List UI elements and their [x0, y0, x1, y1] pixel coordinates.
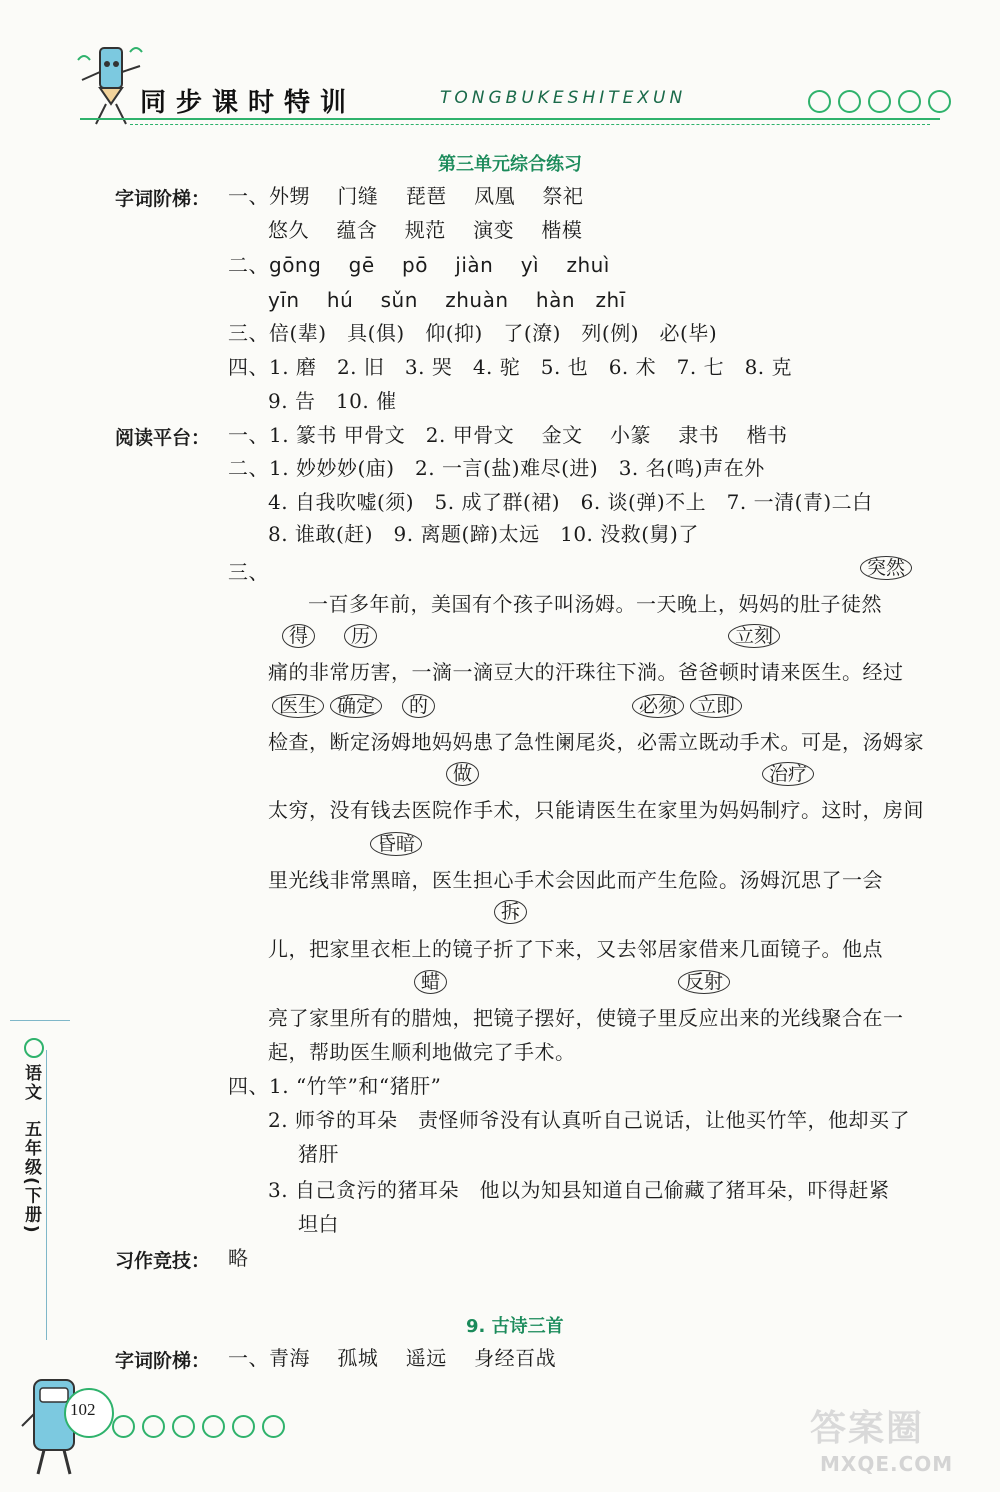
zici-line-6: 四、1. 磨 2. 旧 3. 哭 4. 驼 5. 也 6. 术 7. 七 8. 克: [228, 355, 793, 379]
correction-mark: 反射: [678, 970, 730, 994]
para-line-6: 儿，把家里衣柜上的镜子折了下来，又去邻居家借来几面镜子。他点: [268, 937, 883, 961]
correction-mark: 确定: [330, 694, 382, 718]
section2-zici-line-1: 一、青海 孤城 遥远 身经百战: [228, 1346, 557, 1370]
si-line-5: 坦白: [298, 1212, 339, 1236]
zici-line-2: 悠久 蕴含 规范 演变 楷模: [268, 218, 583, 242]
correction-mark: 立即: [690, 694, 742, 718]
correction-mark: 拆: [494, 900, 527, 924]
sidebar-subject: 语文: [21, 1064, 41, 1102]
xizuo-label: 习作竞技：: [115, 1250, 211, 1272]
yuedu-line-3: 4. 自我吹嘘(须) 5. 成了群(裙) 6. 谈(弹)不上 7. 一清(青)二白: [268, 490, 873, 514]
para-line-2: 痛的非常历害，一滴一滴豆大的汗珠往下淌。爸爸顿时请来医生。经过: [268, 660, 904, 684]
xizuo-value: 略: [228, 1246, 249, 1270]
header-rule-dashed: [130, 124, 930, 125]
correction-mark: 昏暗: [370, 832, 422, 856]
correction-mark: 医生: [272, 694, 324, 718]
zici-label: 字词阶梯：: [115, 188, 211, 210]
mascot-pencil-icon: [70, 40, 150, 130]
yuedu-line-1: 一、1. 篆书 甲骨文 2. 甲骨文 金文 小篆 隶书 楷书: [228, 423, 788, 447]
header-rule: [80, 118, 940, 120]
header-circles: [808, 90, 958, 117]
page-number: 102: [70, 1400, 96, 1419]
yuedu-label: 阅读平台：: [115, 427, 211, 449]
correction-mark: 的: [402, 694, 435, 718]
section1-title: 第三单元综合练习: [438, 154, 582, 175]
zici-line-5: 三、倍(辈) 具(俱) 仰(抑) 了(潦) 列(例) 必(毕): [228, 321, 718, 345]
para-line-5: 里光线非常黑暗，医生担心手术会因此而产生危险。汤姆沉思了一会: [268, 868, 883, 892]
correction-mark: 历: [344, 624, 377, 648]
header-title: 同步课时特训: [140, 88, 357, 118]
correction-mark: 治疗: [762, 762, 814, 786]
header: [0, 0, 1000, 140]
correction-mark: 立刻: [728, 624, 780, 648]
correction-mark: 做: [446, 762, 479, 786]
zici-line-7: 9. 告 10. 催: [268, 389, 397, 413]
section2-title: 9. 古诗三首: [466, 1316, 564, 1337]
sidebar: [0, 1010, 80, 1340]
si-line-3: 猪肝: [298, 1142, 339, 1166]
para-line-3: 检查，断定汤姆地妈妈患了急性阑尾炎，必需立既动手术。可是，汤姆家: [268, 730, 924, 754]
zici-line-4: yīn hú sǔn zhuàn hàn zhī: [268, 288, 626, 312]
yuedu-line-4: 8. 谁敢(赶) 9. 离题(蹄)太远 10. 没救(舅)了: [268, 522, 699, 546]
watermark-bottom: MXQE.COM: [820, 1452, 954, 1476]
para-line-8: 起，帮助医生顺利地做完了手术。: [268, 1040, 576, 1064]
para-line-4: 太穷，没有钱去医院作手术，只能请医生在家里为妈妈制疗。这时，房间: [268, 798, 924, 822]
sidebar-grade: 五年级(下册): [21, 1120, 41, 1235]
footer-circles: [112, 1415, 292, 1442]
correction-mark: 蜡: [414, 970, 447, 994]
zici-line-3: 二、gōng gē pō jiàn yì zhuì: [228, 253, 610, 277]
si-line-1: 四、1. “竹竿”和“猪肝”: [228, 1074, 442, 1098]
section2-zici-label: 字词阶梯：: [115, 1350, 211, 1372]
yuedu-san: 三、: [228, 560, 269, 584]
zici-line-1: 一、外甥 门缝 琵琶 凤凰 祭祀: [228, 184, 584, 208]
si-line-2: 2. 师爷的耳朵 责怪师爷没有认真听自己说话，让他买竹竿，他却买了: [268, 1108, 910, 1132]
header-subtitle: TONGBUKESHITEXUN: [440, 88, 687, 108]
correction-mark: 突然: [860, 556, 912, 580]
correction-mark: 必须: [632, 694, 684, 718]
para-line-7: 亮了家里所有的腊烛，把镜子摆好，使镜子里反应出来的光线聚合在一: [268, 1006, 904, 1030]
sidebar-circle-icon: [24, 1038, 44, 1058]
para-line-1: 一百多年前，美国有个孩子叫汤姆。一天晚上，妈妈的肚子徒然: [308, 592, 882, 616]
si-line-4: 3. 自己贪污的猪耳朵 他以为知县知道自己偷藏了猪耳朵，吓得赶紧: [268, 1178, 890, 1202]
watermark-top: 答案圈: [810, 1408, 925, 1449]
correction-mark: 得: [282, 624, 315, 648]
yuedu-line-2: 二、1. 妙妙妙(庙) 2. 一言(盐)难尽(进) 3. 名(鸣)声在外: [228, 456, 765, 480]
